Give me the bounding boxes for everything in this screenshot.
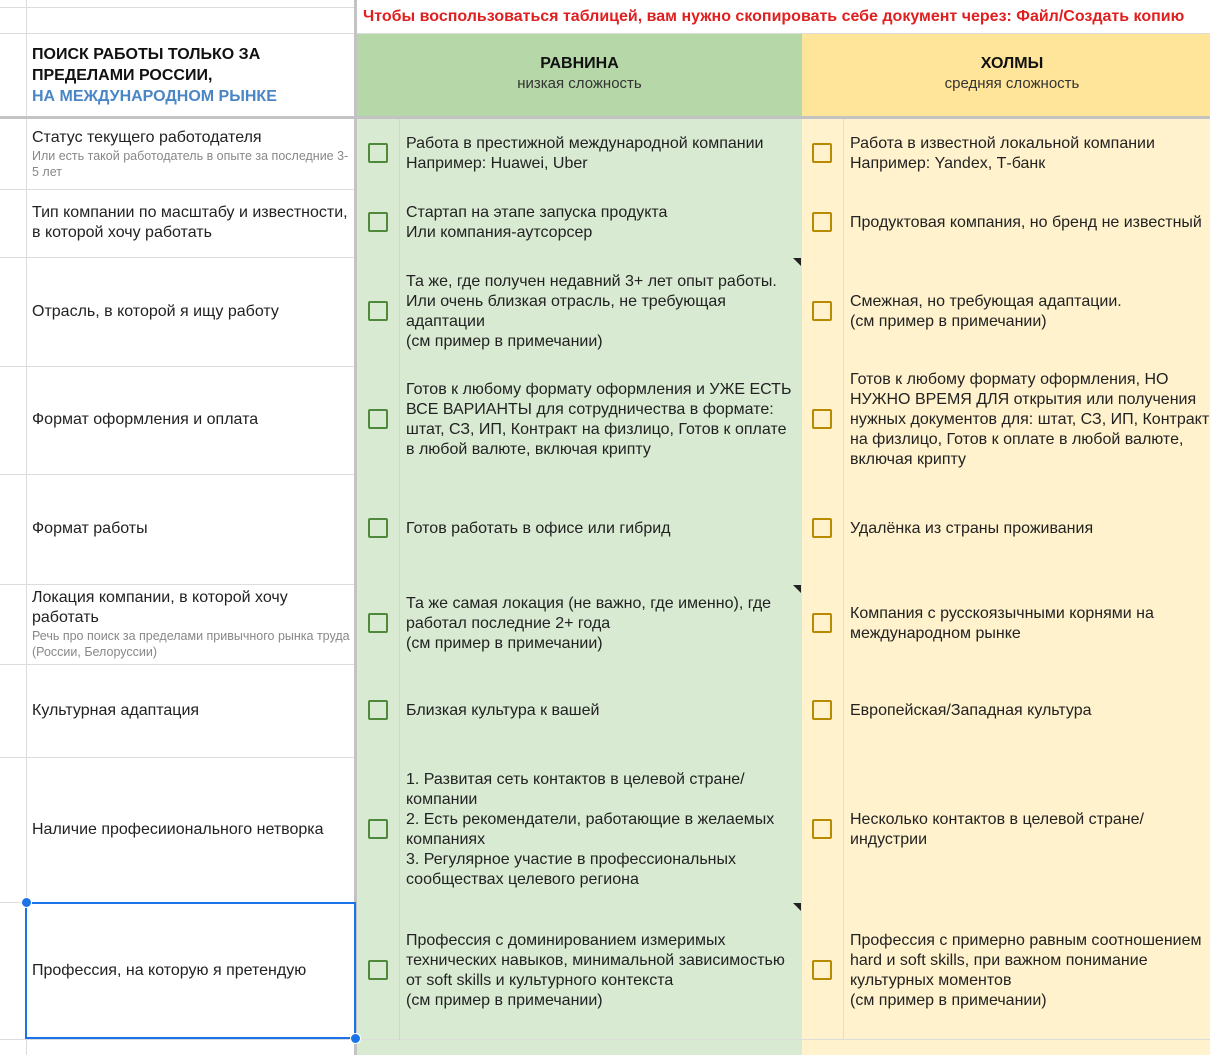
title-line-3: НА МЕЖДУНАРОДНОМ РЫНКЕ: [32, 88, 277, 105]
row-header-strip: [0, 0, 26, 1055]
checkbox[interactable]: [812, 409, 832, 429]
row-label-note: Или есть такой работодатель в опыте за последние 3-5 лет: [32, 148, 349, 179]
gridline: [0, 7, 357, 8]
selection-handle-top[interactable]: [21, 897, 32, 908]
selection-handle-bottom[interactable]: [350, 1033, 361, 1044]
plain-option-text: Та же, где получен недавний 3+ лет опыт работы. Или очень близкая отрасль, не требующая адаптации (см пример в примечании): [406, 272, 777, 350]
plain-option-text: Профессия с доминированием измеримых технических навыков, минимальной зависимостью от soft skills и культурного контекста (см пример в примечании): [406, 931, 785, 1009]
row-label-text: Локация компании, в которой хочу работать: [32, 589, 288, 626]
hills-cell[interactable]: [802, 1040, 1210, 1055]
checkbox[interactable]: [812, 700, 832, 720]
row-label[interactable]: [26, 757, 356, 902]
checkbox[interactable]: [368, 518, 388, 538]
checkbox[interactable]: [812, 518, 832, 538]
plain-option-text: Готов работать в офисе или гибрид: [406, 520, 671, 537]
checkbox[interactable]: [812, 613, 832, 633]
row-label-text: Формат работы: [32, 520, 148, 537]
plain-cell[interactable]: [357, 1040, 802, 1055]
column-header-hills[interactable]: [802, 34, 1210, 117]
checkbox[interactable]: [812, 301, 832, 321]
selected-cell-outline[interactable]: [25, 902, 356, 1039]
checkbox[interactable]: [812, 819, 832, 839]
column-header-plain[interactable]: [357, 34, 802, 117]
hills-option-text: Продуктовая компания, но бренд не известный: [850, 214, 1202, 231]
table-title: [26, 34, 356, 117]
row-label-text: Отрасль, в которой я ищу работу: [32, 302, 279, 320]
hills-option-text: Готов к любому формату оформления, НО НУЖНО ВРЕМЯ ДЛЯ открытия или получения нужных документов для: штат, СЗ, ИП, Контракт на физлицо, Готов к оплате в любой валюте, включая крипту: [850, 371, 1210, 468]
hills-option-text: Компания с русскоязычными корнями на международном рынке: [850, 605, 1154, 642]
copy-notice: Чтобы воспользоваться таблицей, вам нужно скопировать себе документ через: Файл/Создать копию: [363, 8, 1185, 25]
checkbox[interactable]: [368, 700, 388, 720]
row-label-text: Профессия, на которую я претендую: [32, 961, 307, 979]
hills-option-text: Работа в известной локальной компании Например: Yandex, Т-банк: [850, 134, 1155, 172]
plain-option-text: Близкая культура к вашей: [406, 701, 600, 719]
row-label-note: Речь про поиск за пределами привычного рынка труда (России, Белоруссии): [32, 629, 350, 659]
plain-option-text: 1. Развитая сеть контактов в целевой стране/компании 2. Есть рекомендатели, работающие в желаемых компаниях 3. Регулярное участие в профессиональных сообществах целевого региона: [406, 770, 775, 888]
plain-option-text: Готов к любому формату оформления и УЖЕ ЕСТЬ ВСЕ ВАРИАНТЫ для сотрудничества в формате: штат, СЗ, ИП, Контракт на физлицо, Готов к оплате в любой валюте, включая крипту: [406, 381, 792, 458]
comment-indicator-icon[interactable]: [793, 585, 801, 593]
row-label[interactable]: [26, 474, 356, 584]
row-label[interactable]: [26, 257, 356, 366]
checkbox[interactable]: [368, 819, 388, 839]
row-label-text: Тип компании по масштабу и известности, в которой хочу работать: [32, 204, 348, 241]
column-subtitle-plain: низкая сложность: [517, 75, 642, 92]
checkbox[interactable]: [812, 960, 832, 980]
checkbox[interactable]: [368, 301, 388, 321]
title-line-2: ПРЕДЕЛАМИ РОССИИ,: [32, 67, 213, 84]
row-label[interactable]: [26, 118, 356, 189]
row-label[interactable]: [26, 584, 356, 664]
comment-indicator-icon[interactable]: [793, 258, 801, 266]
plain-option-text: Работа в престижной международной компании Например: Huawei, Uber: [406, 134, 764, 172]
gridline: [0, 33, 1210, 34]
row-label[interactable]: [26, 366, 356, 474]
checkbox[interactable]: [368, 212, 388, 232]
row-label[interactable]: [26, 664, 356, 757]
row-label-text: Наличие професиионального нетворка: [32, 820, 324, 838]
row-label[interactable]: [26, 189, 356, 257]
title-line-1: ПОИСК РАБОТЫ ТОЛЬКО ЗА: [32, 46, 261, 63]
checkbox[interactable]: [368, 613, 388, 633]
comment-indicator-icon[interactable]: [793, 903, 801, 911]
hills-option-text: Удалёнка из страны проживания: [850, 520, 1094, 537]
hills-option-text: Смежная, но требующая адаптации. (см пример в примечании): [850, 292, 1122, 330]
column-title-hills: ХОЛМЫ: [980, 55, 1044, 72]
column-subtitle-hills: средняя сложность: [944, 75, 1080, 92]
row-label-text: Статус текущего работодателя: [32, 128, 262, 146]
checkbox[interactable]: [812, 212, 832, 232]
checkbox[interactable]: [812, 143, 832, 163]
hills-option-text: Несколько контактов в целевой стране/индустрии: [850, 810, 1144, 848]
frozen-column-divider: [354, 0, 357, 1055]
column-title-plain: РАВНИНА: [540, 55, 619, 72]
row-label-text: Культурная адаптация: [32, 701, 200, 719]
hills-option-text: Европейская/Западная культура: [850, 701, 1092, 719]
gridline: [843, 118, 844, 1055]
plain-option-text: Стартап на этапе запуска продукта Или компания-аутсорсер: [406, 204, 668, 241]
checkbox[interactable]: [368, 960, 388, 980]
checkbox[interactable]: [368, 143, 388, 163]
hills-option-text: Профессия с примерно равным соотношением hard и soft skills, при важном понимание культурных моментов (см пример в примечании): [850, 931, 1202, 1009]
plain-option-text: Та же самая локация (не важно, где именно), где работал последние 2+ года (см пример в примечании): [406, 595, 772, 652]
row-label-text: Формат оформления и оплата: [32, 411, 259, 428]
header-divider: [0, 116, 1210, 119]
gridline: [399, 118, 400, 1055]
checkbox[interactable]: [368, 409, 388, 429]
